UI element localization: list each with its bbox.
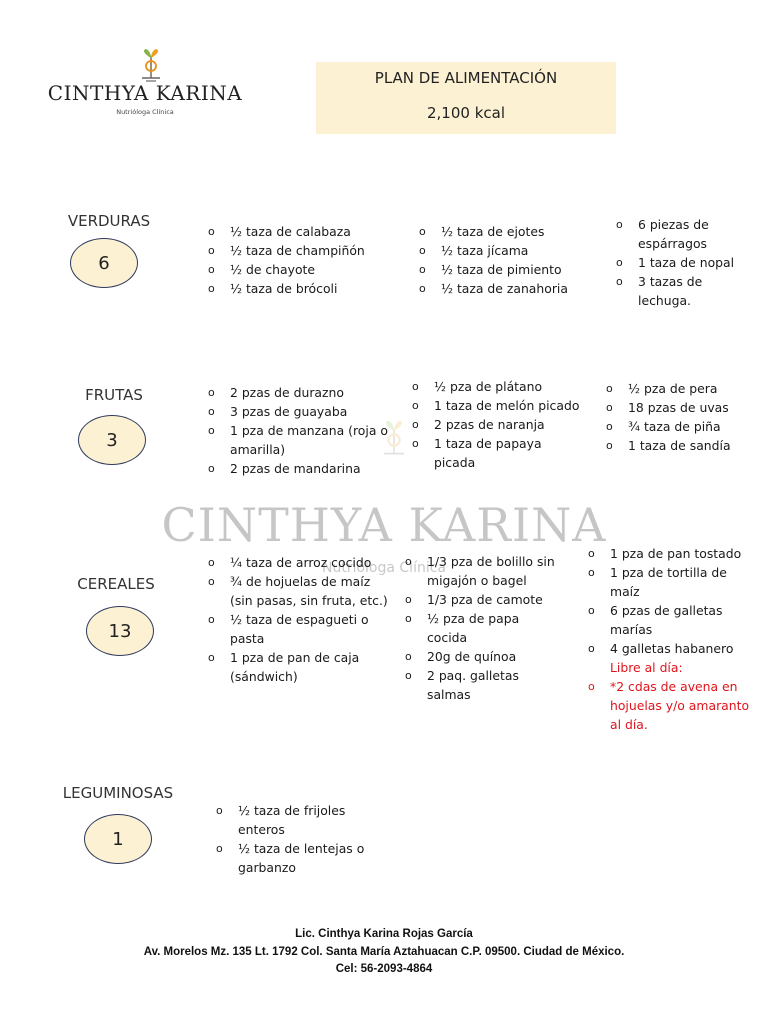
portion-count-cereales: 13 [108,620,132,642]
list-item: o 2 pzas de naranja [412,415,582,434]
list-item: o ½ taza de brócoli [208,279,408,298]
list-item: o 1 taza de melón picado [412,396,582,415]
list-item: o 20g de quínoa [405,647,555,666]
footer-phone: Cel: 56-2093-4864 [335,963,433,975]
list-item: o 2 paq. galletas salmas [405,666,555,704]
watermark-subtitle: Nutrióloga Clínica [321,560,446,576]
list-item: o ½ taza de espagueti o pasta [208,610,396,648]
list-item: o ½ taza jícama [419,241,599,260]
list-frutas-col1 [208,383,398,478]
section-label-leguminosas: LEGUMINOSAS [62,784,174,802]
plan-kcal: 2,100 kcal [426,104,505,122]
list-item: o ½ taza de frijoles enteros [216,801,396,839]
list-frutas-col2 [412,377,582,472]
list-item: o 4 galletas habanero [588,639,758,658]
list-item: o ½ taza de zanahoria [419,279,599,298]
list-item: o ½ pza de papa cocida [405,609,555,647]
list-cereales-col2 [405,552,555,704]
plan-title: PLAN DE ALIMENTACIÓN [374,69,558,87]
list-item: o 2 pzas de mandarina [208,459,398,478]
portion-circle-frutas [78,415,146,465]
portion-count-verduras: 6 [98,252,110,274]
list-item: o 18 pzas de uvas [606,398,756,417]
section-label-verduras: VERDURAS [67,212,151,230]
list-item: o 3 pzas de guayaba [208,402,398,421]
section-label-cereales: CEREALES [77,575,155,593]
list-item: o 1/3 pza de camote [405,590,555,609]
list-item: o ½ taza de pimiento [419,260,599,279]
list-item: o 1 taza de sandía [606,436,756,455]
list-item: o ½ pza de pera [606,379,756,398]
list-item: o 6 piezas de espárragos [616,215,746,253]
footer-address: Av. Morelos Mz. 135 Lt. 1792 Col. Santa María Aztahuacan C.P. 09500. Ciudad de México. [143,945,625,958]
list-verduras-col1 [208,222,408,298]
portion-circle-leguminosas [84,814,152,864]
list-leguminosas-col1 [216,801,396,877]
brand-subtitle: Nutrióloga Clínica [116,108,174,116]
list-item: o ¾ de hojuelas de maíz (sin pasas, sin fruta, etc.) [208,572,396,610]
footer-name: Lic. Cinthya Karina Rojas García [295,928,473,940]
list-item: o ½ taza de calabaza [208,222,408,241]
footer-contact [0,926,768,979]
watermark-name: CINTHYA KARINA [161,498,607,552]
portion-circle-verduras [70,238,138,288]
list-item: o ½ taza de ejotes [419,222,599,241]
brand-logo [42,48,248,122]
list-item: o 1 pza de manzana (roja o amarilla) [208,421,398,459]
portion-circle-cereales [86,606,154,656]
list-item: o ½ pza de plátano [412,377,582,396]
list-item: o 1 pza de pan tostado [588,544,758,563]
list-item: o 2 pzas de durazno [208,383,398,402]
list-item: o 1 taza de papaya picada [412,434,582,472]
list-verduras-col2 [419,222,599,298]
sprout-scale-icon [136,48,166,84]
list-cereales-col3 [588,544,758,734]
brand-name: CINTHYA KARINA [47,81,243,105]
plan-header-box [316,62,616,134]
list-item: o 1 pza de pan de caja (sándwich) [208,648,396,686]
list-verduras-col3 [616,215,746,310]
list-item: o ½ de chayote [208,260,408,279]
list-item: o 3 tazas de lechuga. [616,272,746,310]
section-label-frutas: FRUTAS [85,386,143,404]
list-item: o 6 pzas de galletas marías [588,601,758,639]
libre-label: Libre al día: [610,660,683,675]
list-item: o ¼ taza de arroz cocido [208,553,396,572]
list-cereales-col1 [208,553,396,686]
list-item: o 1 taza de nopal [616,253,746,272]
list-item: o ½ taza de champiñón [208,241,408,260]
portion-count-frutas: 3 [106,429,118,451]
list-item: o 1/3 pza de bolillo sin migajón o bagel [405,552,555,590]
portion-count-leguminosas: 1 [112,828,124,850]
libre-item: o *2 cdas de avena en hojuelas y/o amaranto al día. [588,677,758,734]
list-frutas-col3 [606,379,756,455]
list-item: o ¾ taza de piña [606,417,756,436]
list-item: o ½ taza de lentejas o garbanzo [216,839,396,877]
list-item: o 1 pza de tortilla de maíz [588,563,758,601]
